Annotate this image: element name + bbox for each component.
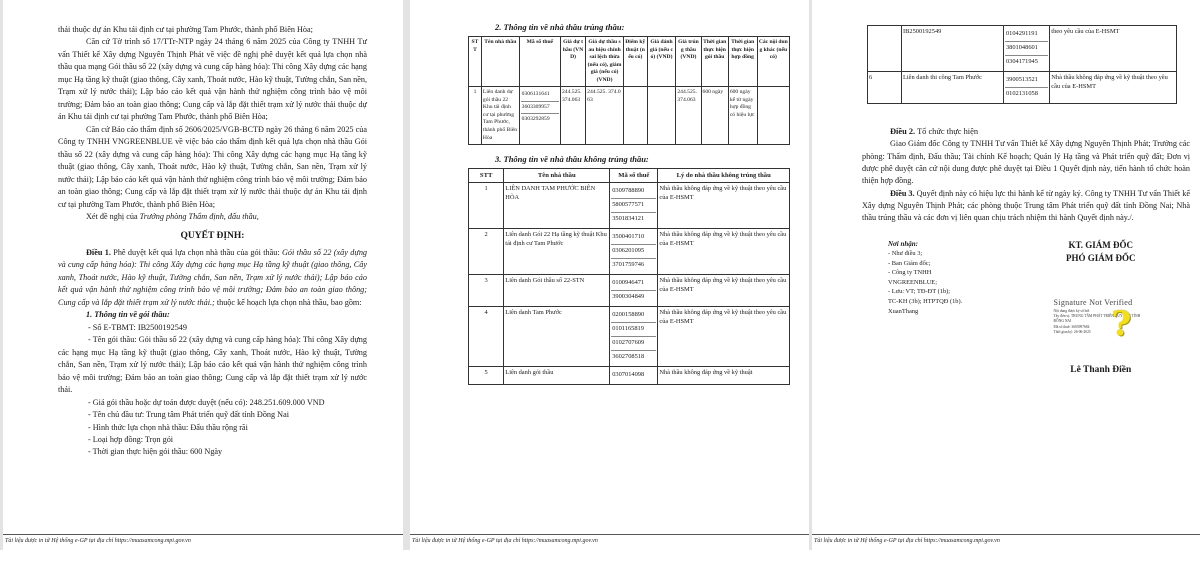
cell-ten: Liên danh thi công Tam Phước <box>901 71 1003 103</box>
table-khong-trung-thau-continuation <box>867 25 1177 104</box>
document-page-2 <box>410 0 809 550</box>
noi-nhan-label: Nơi nhận: <box>888 239 919 248</box>
col-diem-ky-thuat: Điểm kỹ thuật (nếu có) <box>623 37 647 87</box>
cell-ly-do: Nhà thầu không đáp ứng về kỹ thuật theo yêu cầu của E-HSMT <box>1050 71 1177 103</box>
cell-ten: Liên danh Gói thầu số 22-STN <box>504 275 610 307</box>
cell-ten: Liên danh Gói 22 Hạ tầng kỹ thuật Khu tái định cư Tam Phước <box>504 229 610 275</box>
tax-code: 0101165819 <box>611 322 656 336</box>
paragraph-dieu-1 <box>58 247 367 309</box>
cell-ly-do: Nhà thầu không đáp ứng về kỹ thuật theo yêu cầu của E-HSMT <box>658 307 790 367</box>
noi-nhan-item: XuanThang <box>888 307 919 315</box>
table-row <box>868 26 1177 72</box>
signature-detail-line: ĐỒNG NAI <box>1053 319 1072 324</box>
tax-code: 0100946471 <box>612 279 645 287</box>
page-3-body <box>812 104 1200 377</box>
cell-ma-so-thue <box>610 229 658 275</box>
tax-code: 3501834121 <box>611 212 656 226</box>
tax-code: 0309788890 <box>612 187 645 195</box>
signature-detail-line: Mã số thuế: 3603997684 <box>1053 324 1090 329</box>
col-ma-so-thue: Mã số thuế <box>519 37 560 87</box>
table-row <box>868 71 1177 103</box>
cell-ten: IB2500192549 <box>901 26 1003 72</box>
table-row <box>469 183 790 229</box>
cell-ly-do: Nhà thầu không đáp ứng về kỹ thuật theo yêu cầu của E-HSMT <box>658 229 790 275</box>
table-row <box>469 275 790 307</box>
noi-nhan-item: - Như điều 3; <box>888 250 923 258</box>
col-noi-dung-khac: Các nội dung khác (nếu có) <box>757 37 789 87</box>
noi-nhan-item: - Công ty TNHH <box>888 269 932 277</box>
table-row <box>469 307 790 367</box>
cell-gia-trung-thau: 244.525.374.063 <box>676 87 701 145</box>
section-1-heading: 1. Thông tin về gói thầu: <box>86 310 170 320</box>
table-khong-trung-thau <box>468 168 790 385</box>
tax-code: 3602708518 <box>611 350 656 364</box>
document-page-3 <box>812 0 1200 550</box>
bullet-gia-goi-thau: - Giá gói thầu hoặc dự toán được duyệt (nếu có): 248.251.609.000 VND <box>88 397 325 407</box>
cell-ten: Liên danh gói thầu <box>504 366 610 384</box>
noi-nhan-item: - Ban Giám đốc; <box>888 259 931 267</box>
tax-code: 0306201095 <box>611 244 656 258</box>
cell-ma-so-thue <box>610 366 658 384</box>
tax-code: 0104291191 <box>1005 30 1038 37</box>
cell-stt: 3 <box>469 275 504 307</box>
signature-detail-line: Nội dung được ký số bởi <box>1053 308 1090 313</box>
cell-ly-do: Nhà thầu không đáp ứng về kỹ thuật <box>658 366 790 384</box>
noi-nhan-item: VNGREENBLUE; <box>888 278 937 286</box>
col-gia-sau-hieu-chinh: Giá dự thầu sau hiệu chỉnh sai lệch thừa (nếu có), giảm giá (nếu có) (VND) <box>586 37 624 87</box>
xet-de-nghi-lead: Xét đề nghị của <box>86 212 140 222</box>
signer-title-kt-giam-doc: KT. GIÁM ĐỐC <box>1068 239 1134 250</box>
signature-not-verified-text: Signature Not Verified <box>1053 297 1133 307</box>
bullet-loai-hop-dong: - Loại hợp đồng: Trọn gói <box>88 434 174 444</box>
tax-code: 0306131641 <box>521 91 550 98</box>
footer-text: Tài liệu được in từ Hệ thống e-GP tại địa chỉ https://muasamcong.mpi.gov.vn <box>5 538 191 544</box>
dieu-2-label: Điều 2. <box>890 126 916 136</box>
bullet-ten-goi-thau: - Tên gói thầu: Gói thầu số 22 (xây dựng và cung cấp hàng hóa): Thi công Xây dựng các hạng mục Hạ tầng kỹ thuật (giao thông, Cây xanh, Thoát nước, Hào kỹ thuật, Tường chắn, San nền, Trạm xử lý nước thải); Lập báo cáo kết quả vận hành thử nghiệm công trình bảo vệ môi trường; Đảm bảo an toàn giao thông; Cung cấp và lắp đặt thiết trạm xử lý nước thải. <box>58 335 367 395</box>
cell-stt: 1 <box>469 87 482 145</box>
page-1-body <box>3 0 403 459</box>
heading-trung-thau: 2. Thông tin về nhà thầu trúng thầu: <box>495 22 625 32</box>
tax-code: 0303292859 <box>521 113 559 126</box>
cell-ma-so-thue <box>610 307 658 367</box>
cell-ma-so-thue <box>610 275 658 307</box>
cell-gia-sau-hieu-chinh: 244.525. 374.063 <box>586 87 624 145</box>
signer-name: Lê Thanh Điền <box>1070 364 1132 375</box>
table-row <box>469 366 790 384</box>
noi-nhan-item: TC-KH (3b); HTPTQĐ (1b). <box>888 298 963 306</box>
col-stt: STT <box>469 37 482 87</box>
table-khong-trung-thau-header-row <box>469 169 790 183</box>
noi-nhan-block <box>862 239 1012 377</box>
bullet-thoi-gian: - Thời gian thực hiện gói thầu: 600 Ngày <box>88 447 223 457</box>
tax-code: 0102707609 <box>611 336 656 350</box>
cell-ten: Liên danh Tam Phước <box>504 307 610 367</box>
col-gia-du-thau: Giá dự thầu (VND) <box>561 37 586 87</box>
cell-thoi-gian-goi-thau: 600 ngày <box>701 87 728 145</box>
heading-quyet-dinh: QUYẾT ĐỊNH: <box>180 230 245 241</box>
dieu-3-paragraph <box>862 188 1190 225</box>
cell-noi-dung-khac <box>757 87 789 145</box>
table-trung-thau <box>468 36 790 145</box>
col-thoi-gian-goi-thau: Thời gian thực hiện gói thầu <box>701 37 728 87</box>
tax-code: 3900304849 <box>611 290 656 304</box>
cell-gia-du-thau: 244.525.374.063 <box>561 87 586 145</box>
noi-nhan-item: - Lưu: VT; TĐ-ĐT (1b); <box>888 288 951 296</box>
tax-code: 3500401710 <box>612 233 645 241</box>
tax-code: 5800577571 <box>611 198 656 212</box>
col-ten-nha-thau: Tên nhà thầu <box>481 37 519 87</box>
signer-block <box>1012 239 1190 377</box>
cell-stt: 2 <box>469 229 504 275</box>
col-ly-do: Lý do nhà thầu không trúng thầu <box>658 169 790 183</box>
page-2-footer <box>410 534 809 544</box>
xet-de-nghi-italic: Trưởng phòng Thẩm định, đấu thầu, <box>139 212 259 222</box>
cell-ly-do: Nhà thầu không đáp ứng về kỹ thuật theo yêu cầu của E-HSMT <box>658 275 790 307</box>
cell-ly-do: Nhà thầu không đáp ứng về kỹ thuật theo yêu cầu của E-HSMT <box>658 183 790 229</box>
cell-ten: LIÊN DANH TAM PHƯỚC BIÊN HÒA <box>504 183 610 229</box>
table-row <box>469 87 790 145</box>
cell-gia-danh-gia <box>647 87 676 145</box>
cell-ma-so-thue <box>1003 26 1049 72</box>
col-stt: STT <box>469 169 504 183</box>
cell-stt <box>868 26 902 72</box>
cell-ma-so-thue <box>1003 71 1049 103</box>
cell-stt: 5 <box>469 366 504 384</box>
table-row <box>469 229 790 275</box>
cell-stt: 6 <box>868 71 902 103</box>
dieu-1-lead: Phê duyệt kết quả lựa chọn nhà thầu của gói thầu: <box>110 247 283 257</box>
tax-code: 3701759746 <box>611 258 656 272</box>
question-mark-icon: ? <box>1111 303 1132 344</box>
cell-ly-do: theo yêu cầu của E-HSMT <box>1050 26 1177 72</box>
dieu-1-italic: Gói thầu số 22 (xây dựng và cung cấp hàng hóa): Thi công Xây dựng các hạng mục Hạ tầng kỹ thuật (giao thông, Cây xanh, Thoát nước, Hào kỹ thuật, Tường chắn, San nền, Trạm xử lý nước thải); Lập báo cáo kết quả vận hành thử nghiệm công trình bảo vệ môi trường; Đảm bảo an toàn giao thông; Cung cấp và lắp đặt thiết trạm xử lý nước thải.; <box>58 247 368 307</box>
paragraph-continuation: thải thuộc dự án Khu tái định cư tại phường Tam Phước, thành phố Biên Hòa; <box>58 25 313 34</box>
col-gia-trung-thau: Giá trúng thầu (VND) <box>676 37 701 87</box>
col-thoi-gian-hop-dong: Thời gian thực hiện hợp đồng <box>728 37 757 87</box>
paragraph-can-cu-bao-cao: Căn cứ Báo cáo thẩm định số 2606/2025/VGB-BCTĐ ngày 26 tháng 6 năm 2025 của Công ty TNHH VNGREENBLUE về việc báo cáo thẩm định kết quả lựa chọn nhà thầu Gói thầu số 22 (xây dựng và cung cấp hàng hóa): Thi công Xây dựng các hạng mục Hạ tầng kỹ thuật (giao thông, Cây xanh, Thoát nước, Hào kỹ thuật, Tường chắn, San nền, Trạm xử lý nước thải); Lập báo cáo kết quả vận hành thử nghiệm công trình bảo vệ môi trường; Đảm bảo an toàn giao thông; Cung cấp và lắp đặt thiết trạm xử lý nước thải thuộc dự án Khu tái định cư tại phường Tam Phước, thành phố Biên Hòa; <box>58 124 367 209</box>
footer-text: Tài liệu được in từ Hệ thống e-GP tại địa chỉ https://muasamcong.mpi.gov.vn <box>814 538 1000 544</box>
tax-code: 3900513521 <box>1005 75 1038 83</box>
signer-title-pho-giam-doc: PHÓ GIÁM ĐỐC <box>1066 252 1136 263</box>
cell-stt: 1 <box>469 183 504 229</box>
dieu-2-title <box>862 126 1190 139</box>
digital-signature-stamp <box>1054 297 1190 353</box>
col-ten-nha-thau: Tên nhà thầu <box>504 169 610 183</box>
signature-detail-line: Thời gian ký: 26-06-2025 <box>1053 330 1091 335</box>
dieu-2-body: Giao Giám đốc Công ty TNHH Tư vấn Thiết kế Xây dựng Nguyên Thịnh Phát; Trưởng các phòng: Thẩm định, Đấu thầu; Tài chính Kế hoạch; Quản lý Hạ tầng và Phát triển quỹ đất; Đơn vị được phê duyệt căn cứ nội dung được phê duyệt tại Điều 1 Quyết định này, tiến hành tổ chức hoàn thiện hợp đồng. <box>862 139 1190 186</box>
tax-code: 0304171945 <box>1005 55 1048 69</box>
bullet-hinh-thuc: - Hình thức lựa chọn nhà thầu: Đấu thầu rộng rãi <box>88 422 248 432</box>
tax-code: 3801048601 <box>1005 41 1048 55</box>
tax-code: 3603309957 <box>521 101 559 114</box>
tax-code: 0200158890 <box>612 311 645 319</box>
cell-diem-ky-thuat <box>623 87 647 145</box>
signature-section <box>862 239 1190 377</box>
page-gap-1-2 <box>403 0 410 550</box>
dieu-1-label: Điều 1. <box>86 247 111 257</box>
tax-code: 0307014098 <box>612 370 645 378</box>
dieu-2-title-text: Tổ chức thực hiện <box>915 126 979 136</box>
paragraph-xet-de-nghi <box>58 211 367 223</box>
paragraph-can-cu-to-trinh: Căn cứ Tờ trình số 17/TTr-NTP ngày 24 tháng 6 năm 2025 của Công ty TNHH Tư vấn Thiết kế Xây dựng Nguyên Thịnh Phát về việc đề nghị phê duyệt kết quả lựa chọn nhà thầu qua mạng Gói thầu số 22 (xây dựng và cung cấp hàng hóa): Thi công Xây dựng các hạng mục Hạ tầng kỹ thuật (giao thông, Cây xanh, Thoát nước, Hào kỹ thuật, Tường chắn, San nền, Trạm xử lý nước thải); Lập báo cáo kết quả vận hành thử nghiệm công trình bảo vệ môi trường; Đảm bảo an toàn giao thông; Cung cấp và lắp đặt thiết trạm xử lý nước thải thuộc dự án Khu tái định cư tại phường Tam Phước, thành phố Biên Hòa; <box>58 37 367 122</box>
page-3-footer <box>812 534 1200 544</box>
signature-detail-line: Tây đơn vị: TRUNG TÂM PHÁT TRIỂN QUỸ ĐẤT TỈNH <box>1053 314 1141 319</box>
cell-thoi-gian-hop-dong: 600 ngày kể từ ngày hợp đồng có hiệu lực <box>728 87 757 145</box>
cell-stt: 4 <box>469 307 504 367</box>
document-page-1 <box>3 0 403 550</box>
dieu-3-label: Điều 3. <box>890 188 915 198</box>
cell-ma-so-thue <box>519 87 560 145</box>
page-1-footer <box>3 534 403 544</box>
cell-ma-so-thue <box>610 183 658 229</box>
tax-code: 0102131058 <box>1005 87 1048 101</box>
bullet-chu-dau-tu: - Tên chủ đầu tư: Trung tâm Phát triển quỹ đất tỉnh Đồng Nai <box>88 410 289 420</box>
heading-khong-trung-thau: 3. Thông tin về nhà thầu không trúng thầu: <box>495 154 649 165</box>
cell-ten: Liên danh dự gói thầu 22 Khu tái định cư tại phường Tam Phước, thành phố Biên Hòa <box>481 87 519 145</box>
footer-text: Tài liệu được in từ Hệ thống e-GP tại địa chỉ https://muasamcong.mpi.gov.vn <box>412 538 598 544</box>
dieu-3-body: Quyết định này có hiệu lực thi hành kể từ ngày ký. Công ty TNHH Tư vấn Thiết kế Xây dựng Nguyên Thịnh Phát; các phòng thuộc Trung tâm Phát triển quỹ đất tỉnh Đồng Nai; Nhà thầu trúng thầu và các đơn vị liên quan chịu trách nhiệm thi hành Quyết định này./. <box>862 188 1190 223</box>
col-ma-so-thue: Mã số thuế <box>610 169 658 183</box>
table-trung-thau-header-row <box>469 37 790 87</box>
col-gia-danh-gia: Giá đánh giá (nếu có) (VND) <box>647 37 676 87</box>
bullet-so-etbmt: - Số E-TBMT: IB2500192549 <box>88 322 187 332</box>
dieu-1-tail: thuộc kế hoạch lựa chọn nhà thầu, bao gồm: <box>214 297 362 307</box>
